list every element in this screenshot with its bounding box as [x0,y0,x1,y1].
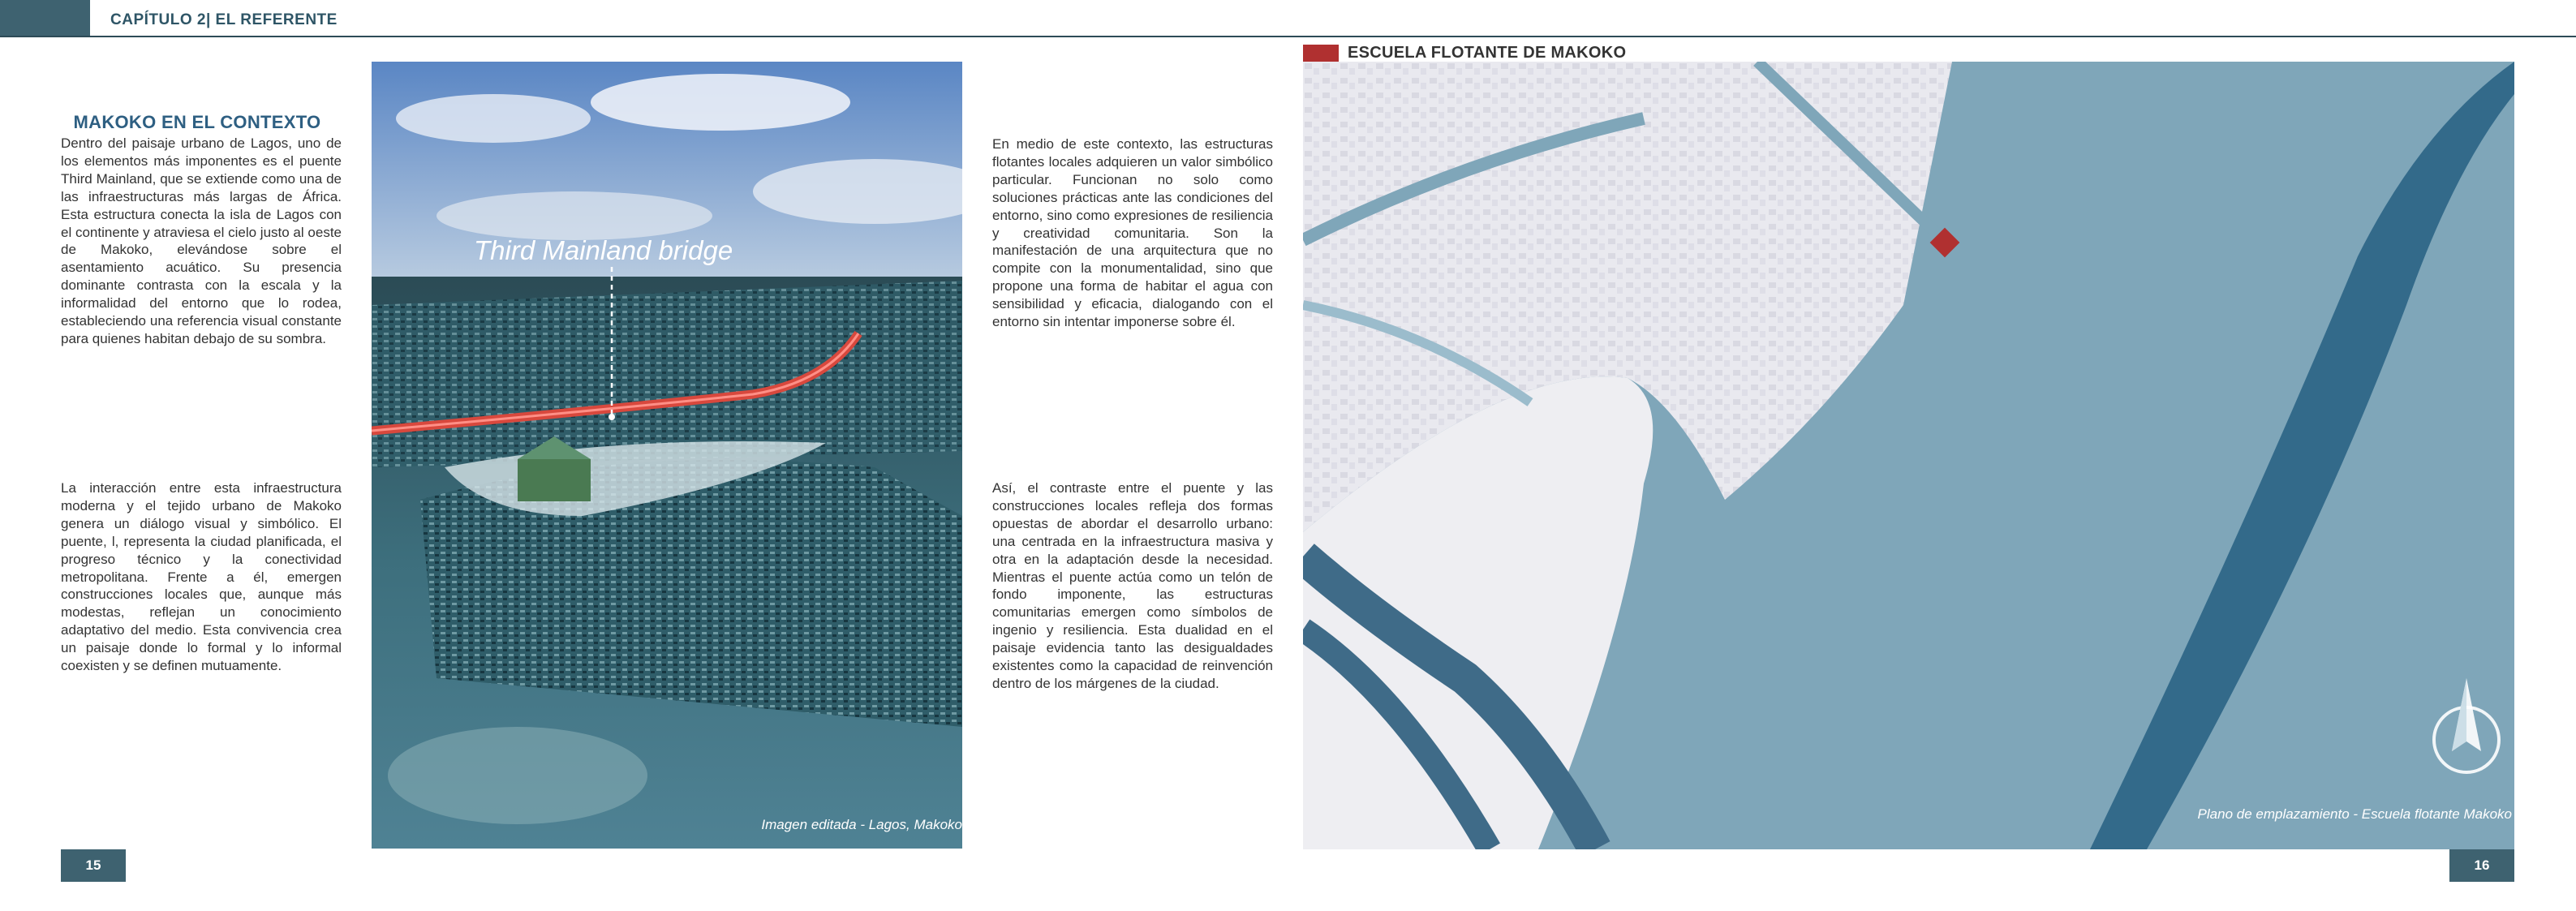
paragraph-interaction: La interacción entre esta infraestructura moderna y el tejido urbano de Makoko genera un diálogo visual y simbólico. El puente, l, representa la ciudad planificada, el progreso técnico y la conectividad metropolitana. Frente a él, emergen construcciones locales que, aunque más modestas, reflejan un conocimiento adaptativo del medio. Esta convivencia crea un paisaje donde lo formal y lo informal coexisten y se definen mutuamente. [61,480,342,674]
photo-bridge-label: Third Mainland bridge [474,235,733,265]
chapter-title: CAPÍTULO 2| EL REFERENTE [110,11,338,28]
paragraph-floating-structures: En medio de este contexto, las estructuras flotantes locales adquieren un valor simbólico particular. Funcionan no solo como soluciones prácticas ante las condiciones del entorno, sino como expresiones de resiliencia y creatividad comunitaria. Son la manifestación de una arquitectura que no compite con la monumentalidad, sino que propone una forma de habitar el agua con sensibilidad y eficacia, dialogando con el entorno sin intentar imponerse sobre él. [992,136,1273,330]
map-caption: Plano de emplazamiento - Escuela flotante Makoko [2197,806,2512,822]
map-title-flag [1303,45,1339,62]
paragraph-context: Dentro del paisaje urbano de Lagos, uno de los elementos más imponentes es el puente Third Mainland, que se extiende como una de las infraestructuras más largas de África. Esta estructura conecta la isla de Lagos con el continente y atraviesa el cielo justo al oeste de Makoko, elevándose sobre el asentamiento acuático. Su presencia dominante contrasta con la escala y la informalidad del entorno que lo rodea, estableciendo una referencia visual constante para quienes habitan debajo de su sombra. [61,135,342,346]
site-map [1303,62,2514,849]
section-title: MAKOKO EN EL CONTEXTO [73,112,321,132]
map-title: ESCUELA FLOTANTE DE MAKOKO [1348,44,1627,62]
header-accent-block [0,0,90,36]
photo-caption: Imagen editada - Lagos, Makoko [761,817,962,832]
header-divider [0,36,2576,37]
paragraph-contrast: Así, el contraste entre el puente y las construcciones locales refleja dos formas opuestas de abordar el desarrollo urbano: una centrada en la infraestructura masiva y otra en la adaptación desde la necesidad. Mientras el puente actúa como un telón de fondo imponente, las estructuras comunitarias emergen como símbolos de ingenio y resiliencia. Esta dualidad en el paisaje evidencia tanto las desigualdades existentes como la capacidad de reinvención dentro de los márgenes de la ciudad. [992,480,1273,691]
bridge-photo [372,62,962,849]
page-number-left: 15 [61,849,126,882]
page-number-right: 16 [2449,849,2514,882]
